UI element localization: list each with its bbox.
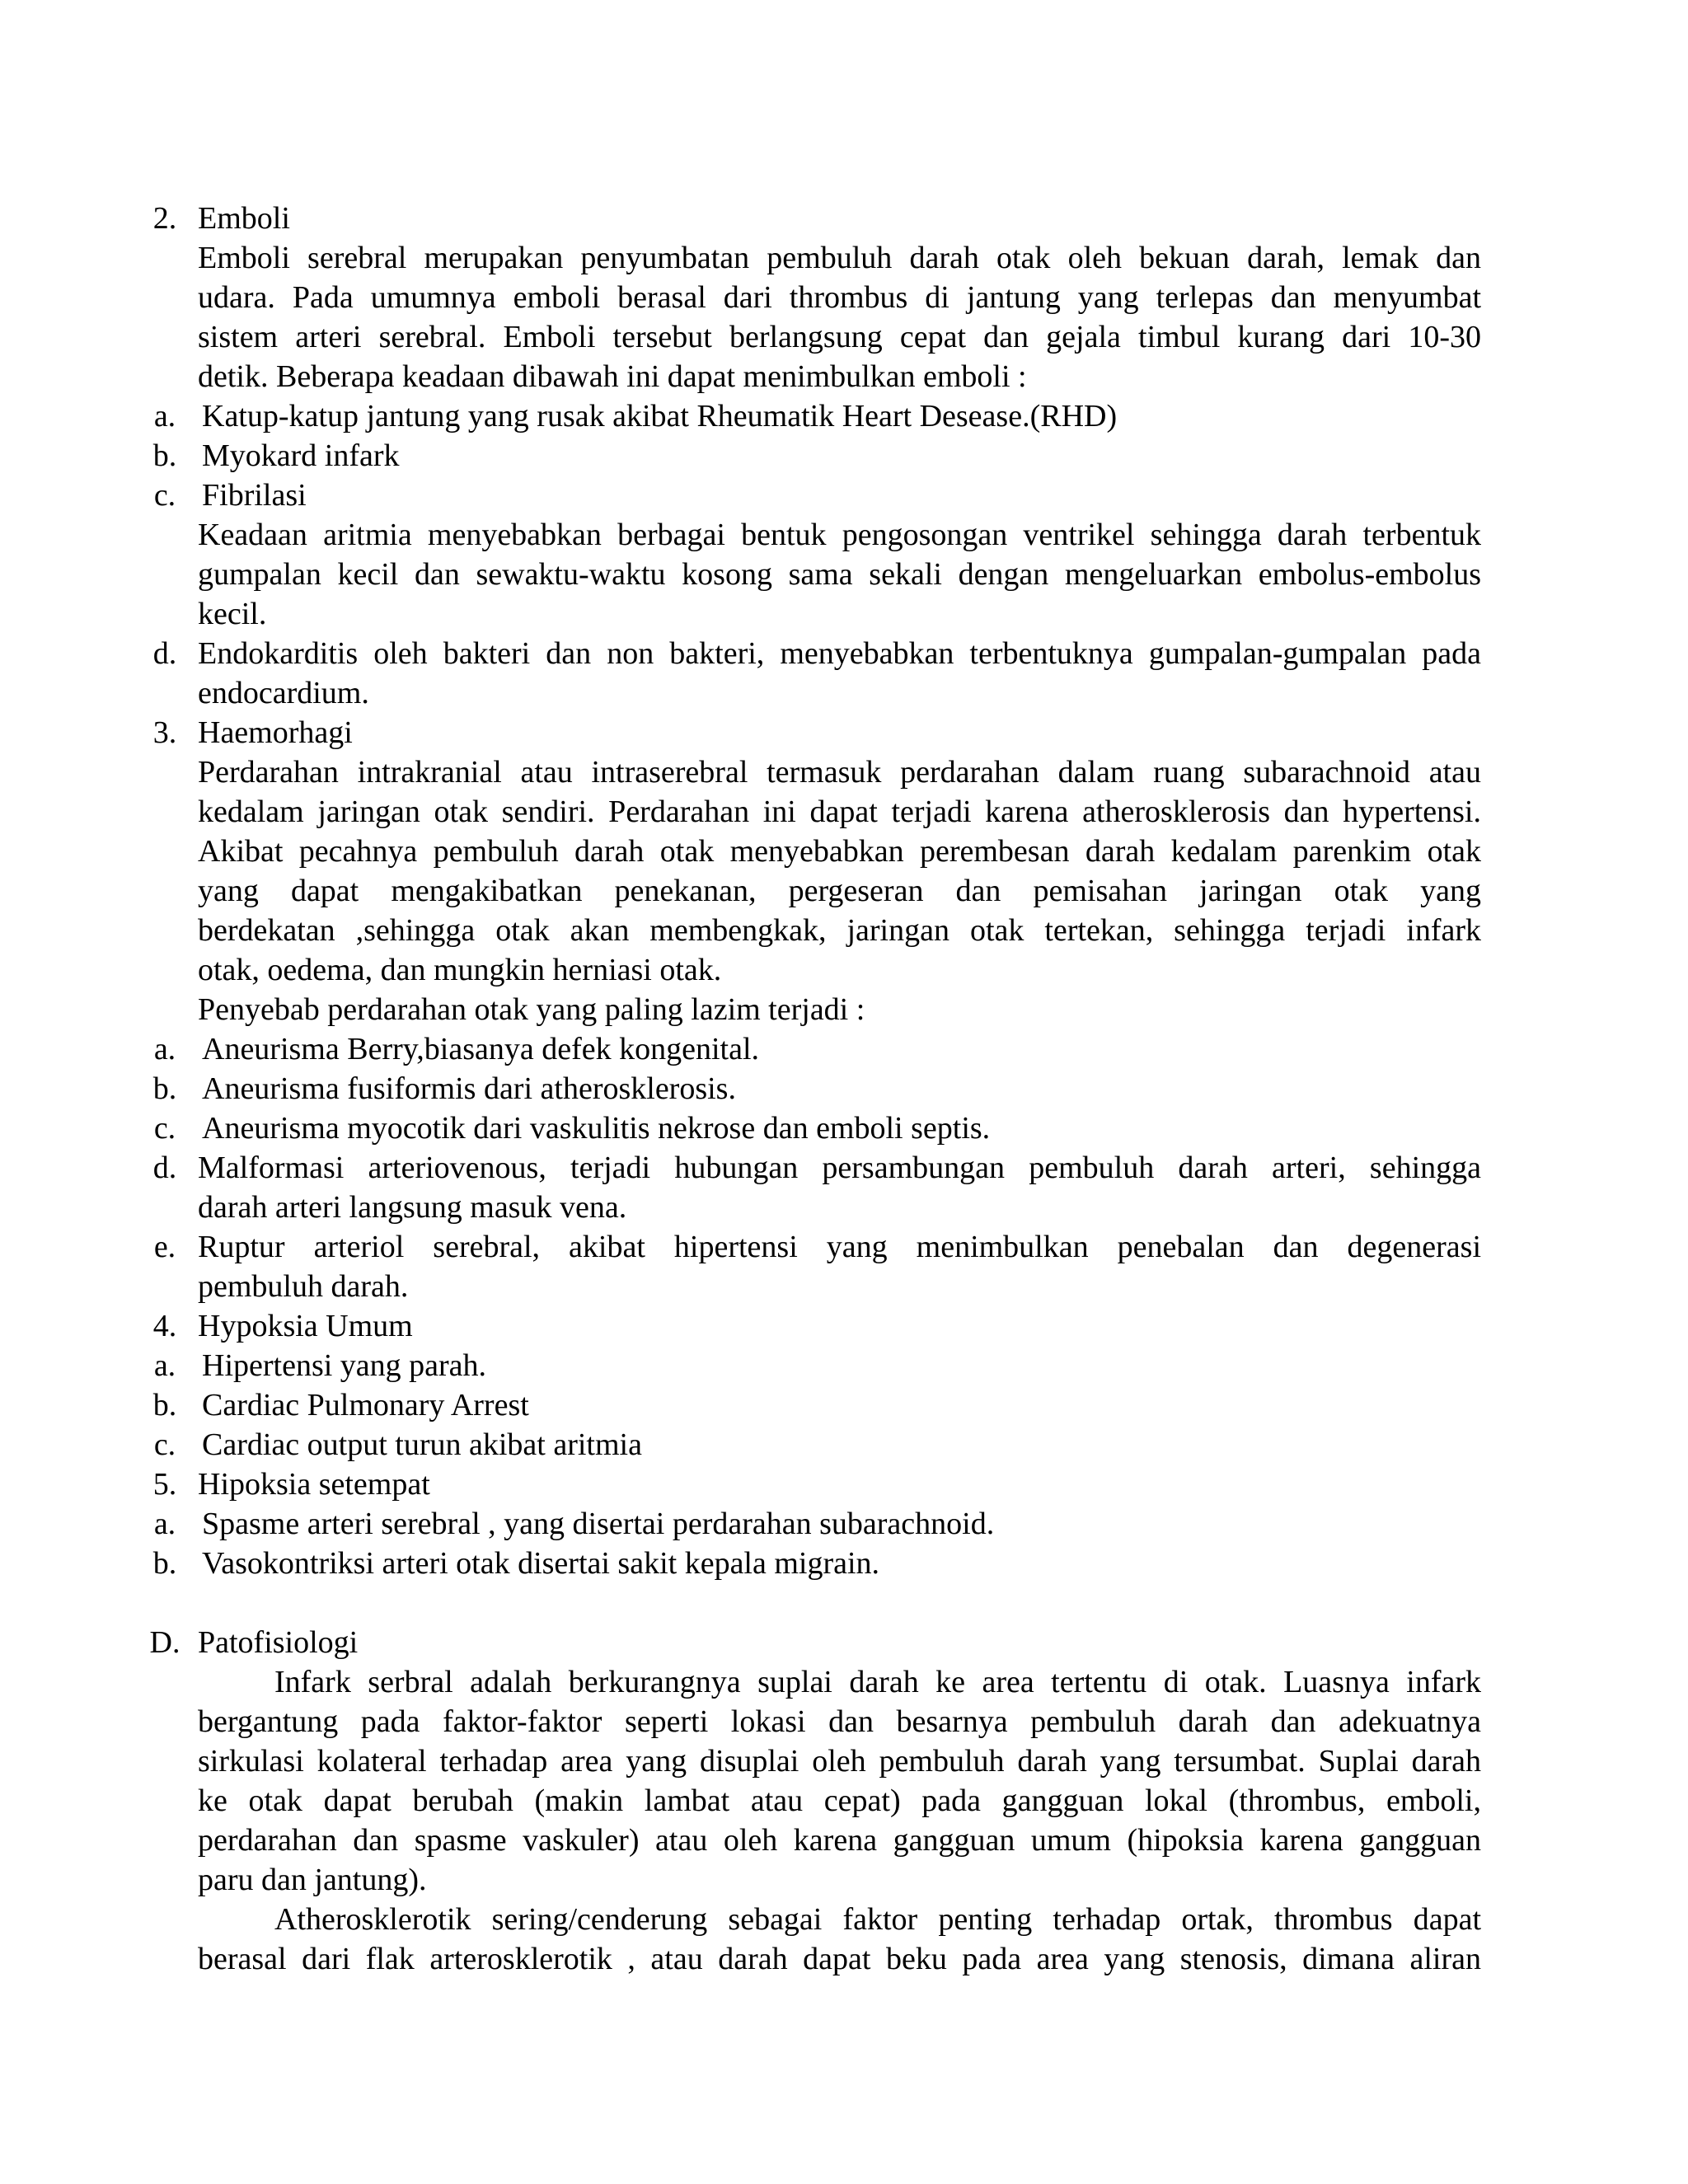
paragraph-line	[0, 1662, 1688, 1702]
list-item-text: Spasme arteri serebral , yang disertai perdarahan subarachnoid.	[202, 1507, 995, 1541]
list-item	[0, 476, 1688, 515]
paragraph-text: udara. Pada umumnya emboli berasal dari thrombus di jantung yang terlepas dan menyumbat	[198, 280, 1481, 315]
paragraph-line	[0, 911, 1688, 950]
paragraph-text: Emboli serebral merupakan penyumbatan pembuluh darah otak oleh bekuan darah, lemak dan	[198, 241, 1481, 275]
list-item	[0, 1108, 1688, 1148]
list-letter: a.	[153, 399, 176, 434]
paragraph-line	[0, 792, 1688, 832]
list-letter: b.	[152, 438, 177, 473]
list-letter: d.	[152, 636, 177, 671]
list-item	[0, 1069, 1688, 1108]
list-item	[0, 1504, 1688, 1544]
list-letter: d.	[152, 1151, 177, 1185]
list-item-text: pembuluh darah.	[198, 1269, 409, 1304]
list-item-text: Vasokontriksi arteri otak disertai sakit kepala migrain.	[202, 1546, 880, 1581]
list-item	[0, 1227, 1688, 1267]
paragraph-line	[0, 1741, 1688, 1781]
list-number: 4.	[152, 1309, 177, 1343]
paragraph-line	[0, 752, 1688, 792]
paragraph-text: berasal dari flak arterosklerotik , atau darah dapat beku pada area yang stenosis, dimana aliran	[198, 1942, 1481, 1976]
list-number: 2.	[152, 201, 177, 236]
item-3-heading	[0, 713, 1688, 752]
paragraph-text: perdarahan dan spasme vaskuler) atau oleh karena gangguan umum (hipoksia karena gangguan	[198, 1823, 1481, 1858]
list-letter: b.	[152, 1071, 177, 1106]
item-4-heading	[0, 1306, 1688, 1346]
paragraph-line	[0, 1821, 1688, 1860]
paragraph-line	[0, 317, 1688, 357]
list-item-text: Aneurisma Berry,biasanya defek kongenital.	[202, 1032, 760, 1066]
list-letter: a.	[153, 1507, 176, 1541]
paragraph-line	[0, 871, 1688, 911]
paragraph-text: otak, oedema, dan mungkin herniasi otak.	[198, 953, 722, 987]
list-item-text: Myokard infark	[202, 438, 400, 473]
item-2-heading	[0, 199, 1688, 238]
list-number: 5.	[152, 1467, 177, 1502]
list-item-text: Endokarditis oleh bakteri dan non bakteri, menyebabkan terbentuknya gumpalan-gumpalan pada	[198, 636, 1481, 671]
paragraph-text: paru dan jantung).	[198, 1863, 427, 1897]
list-item-text: Fibrilasi	[202, 478, 307, 513]
paragraph-line	[0, 1702, 1688, 1741]
item-title: Haemorhagi	[198, 715, 353, 750]
section-title: Patofisiologi	[198, 1625, 359, 1660]
paragraph-line	[0, 950, 1688, 990]
list-letter: e.	[153, 1230, 176, 1264]
list-item	[0, 1029, 1688, 1069]
list-letter: a.	[153, 1348, 176, 1383]
paragraph-line	[0, 1900, 1688, 1939]
list-item	[0, 396, 1688, 436]
paragraph-text: Penyebab perdarahan otak yang paling lazim terjadi :	[198, 992, 865, 1027]
list-item-text: Aneurisma fusiformis dari atherosklerosis.	[202, 1071, 736, 1106]
paragraph-text: Infark serbral adalah berkurangnya suplai darah ke area tertentu di otak. Luasnya infark	[274, 1665, 1481, 1699]
item-title: Hypoksia Umum	[198, 1309, 413, 1343]
paragraph-text: detik. Beberapa keadaan dibawah ini dapat menimbulkan emboli :	[198, 359, 1027, 394]
paragraph-line	[0, 990, 1688, 1029]
paragraph-line	[0, 1188, 1688, 1227]
list-item-text: Aneurisma myocotik dari vaskulitis nekrose dan emboli septis.	[202, 1111, 991, 1146]
paragraph-text: bergantung pada faktor-faktor seperti lokasi dan besarnya pembuluh darah dan adekuatnya	[198, 1704, 1481, 1739]
list-number: 3.	[152, 715, 177, 750]
paragraph-text: yang dapat mengakibatkan penekanan, pergeseran dan pemisahan jaringan otak yang	[198, 874, 1481, 908]
list-item-text: Hipertensi yang parah.	[202, 1348, 487, 1383]
paragraph-text: sirkulasi kolateral terhadap area yang disuplai oleh pembuluh darah yang tersumbat. Suplai darah	[198, 1744, 1481, 1779]
list-letter: b.	[152, 1546, 177, 1581]
list-letter: c.	[153, 1111, 176, 1146]
list-letter: c.	[153, 478, 176, 513]
paragraph-text: gumpalan kecil dan sewaktu-waktu kosong sama sekali dengan mengeluarkan embolus-embolus	[198, 557, 1481, 592]
list-item	[0, 1425, 1688, 1465]
list-item-text: darah arteri langsung masuk vena.	[198, 1190, 627, 1225]
paragraph-line	[0, 515, 1688, 555]
list-item-text: endocardium.	[198, 676, 369, 710]
paragraph-text: Akibat pecahnya pembuluh darah otak menyebabkan perembesan darah kedalam parenkim otak	[198, 834, 1481, 869]
paragraph-line	[0, 1860, 1688, 1900]
item-title: Emboli	[198, 201, 290, 236]
paragraph-text: kecil.	[198, 597, 267, 631]
list-letter: a.	[153, 1032, 176, 1066]
paragraph-line	[0, 1781, 1688, 1821]
paragraph-text: berdekatan ,sehingga otak akan membengkak, jaringan otak tertekan, sehingga terjadi infark	[198, 913, 1481, 948]
item-5-heading	[0, 1465, 1688, 1504]
list-item	[0, 1148, 1688, 1188]
list-letter: c.	[153, 1427, 176, 1462]
paragraph-text: ke otak dapat berubah (makin lambat atau cepat) pada gangguan lokal (thrombus, emboli,	[198, 1783, 1481, 1818]
paragraph-line	[0, 555, 1688, 594]
list-item	[0, 1385, 1688, 1425]
paragraph-text: kedalam jaringan otak sendiri. Perdarahan ini dapat terjadi karena atherosklerosis dan hypertensi.	[198, 794, 1481, 829]
list-item	[0, 1544, 1688, 1583]
paragraph-text: Perdarahan intrakranial atau intraserebral termasuk perdarahan dalam ruang subarachnoid atau	[198, 755, 1481, 790]
paragraph-line	[0, 832, 1688, 871]
paragraph-text: Keadaan aritmia menyebabkan berbagai bentuk pengosongan ventrikel sehingga darah terbentuk	[198, 518, 1481, 552]
paragraph-line	[0, 238, 1688, 278]
section-letter: D.	[149, 1625, 181, 1660]
list-letter: b.	[152, 1388, 177, 1422]
list-item-text: Katup-katup jantung yang rusak akibat Rheumatik Heart Desease.(RHD)	[202, 399, 1118, 434]
paragraph-line	[0, 278, 1688, 317]
list-item	[0, 436, 1688, 476]
paragraph-line	[0, 357, 1688, 396]
paragraph-line	[0, 673, 1688, 713]
item-title: Hipoksia setempat	[198, 1467, 430, 1502]
paragraph-text: sistem arteri serebral. Emboli tersebut berlangsung cepat dan gejala timbul kurang dari 10-30	[198, 320, 1481, 354]
list-item-text: Malformasi arteriovenous, terjadi hubungan persambungan pembuluh darah arteri, sehingga	[198, 1151, 1481, 1185]
paragraph-line	[0, 1939, 1688, 1979]
list-item	[0, 634, 1688, 673]
section-d-heading	[0, 1623, 1688, 1662]
paragraph-line	[0, 1267, 1688, 1306]
list-item	[0, 1346, 1688, 1385]
list-item-text: Cardiac output turun akibat aritmia	[202, 1427, 642, 1462]
paragraph-text: Atherosklerotik sering/cenderung sebagai faktor penting terhadap ortak, thrombus dapat	[274, 1902, 1481, 1937]
list-item-text: Cardiac Pulmonary Arrest	[202, 1388, 529, 1422]
list-item-text: Ruptur arteriol serebral, akibat hipertensi yang menimbulkan penebalan dan degenerasi	[198, 1230, 1481, 1264]
paragraph-line	[0, 594, 1688, 634]
